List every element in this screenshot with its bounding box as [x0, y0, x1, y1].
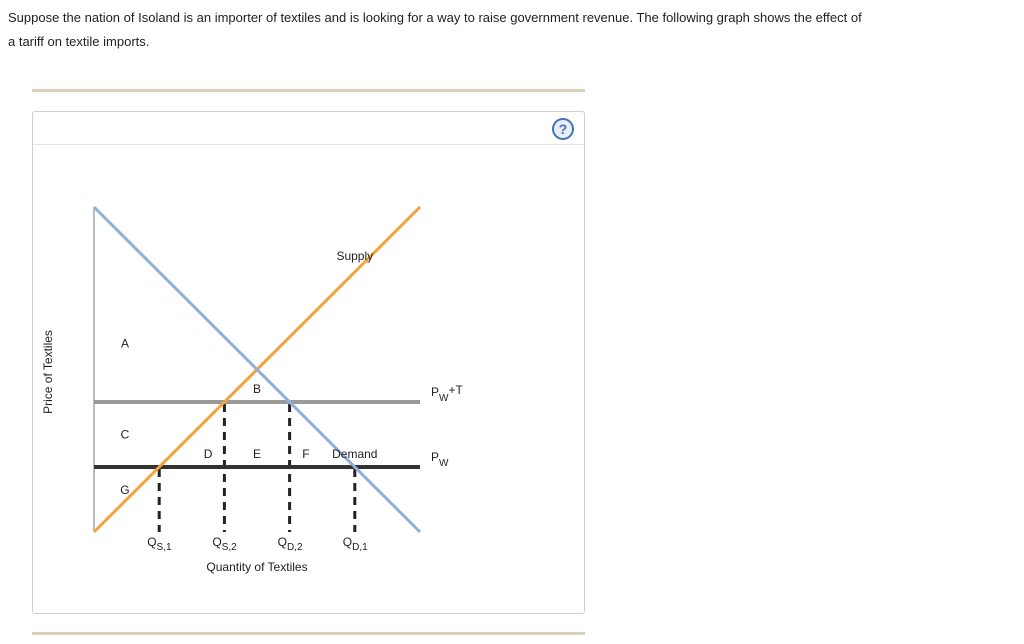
region-label-f: F	[302, 447, 310, 461]
region-label-d: D	[203, 447, 213, 461]
quantity-label-1: $Q_{S,1}$	[147, 535, 172, 553]
y-axis-label: Price of Textiles	[41, 330, 55, 414]
x-axis-label: Quantity of Textiles	[206, 560, 308, 574]
region-label-e: E	[252, 447, 262, 461]
question-line-1: Suppose the nation of Isoland is an importer of textiles and is looking for a way to raise government revenue. The following graph shows the effect of	[8, 10, 862, 25]
price-line-label-2: $P_W$	[431, 450, 449, 469]
help-icon[interactable]: ?	[552, 118, 574, 140]
region-label-b: B	[252, 382, 262, 396]
region-label-a: A	[120, 336, 129, 351]
region-label-c: C	[120, 427, 130, 442]
price-line-label-1: $P_W+T$	[431, 383, 463, 404]
demand-curve-label: Demand	[332, 447, 378, 461]
region-label-g: G	[120, 482, 130, 497]
quantity-label-2: $Q_{S,2}$	[212, 535, 237, 553]
question-line-2: a tariff on textile imports.	[8, 34, 150, 49]
bottom-divider	[32, 632, 585, 635]
supply-curve-label: Supply	[336, 248, 374, 263]
quantity-label-3: $Q_{D,2}$	[277, 535, 303, 553]
quantity-label-4: $Q_{D,1}$	[342, 535, 368, 553]
